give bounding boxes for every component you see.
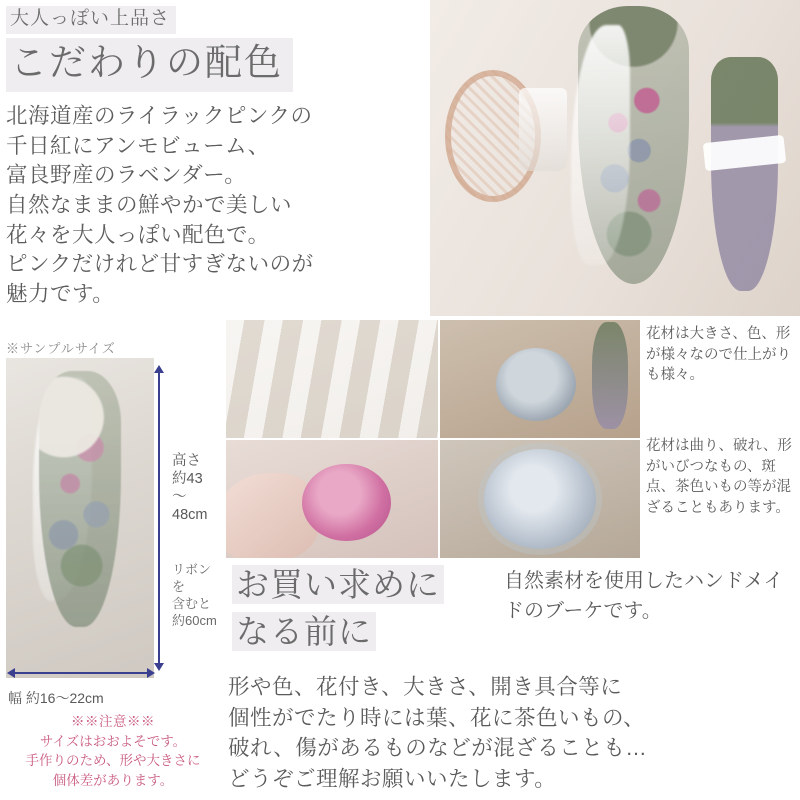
lavender-bundle-object xyxy=(711,57,778,291)
intro-body-line: 千日紅にアンモビューム、 xyxy=(6,133,270,158)
disclaimer-line: 形や色、花付き、大きさ、開き具合等に xyxy=(228,675,623,699)
ribbon-measure-label xyxy=(172,562,238,630)
ribbon-label-line: リボン xyxy=(172,562,212,577)
width-measure-arrow xyxy=(14,672,148,674)
buy-section-headline xyxy=(232,562,500,656)
height-measure-arrow xyxy=(158,372,160,664)
disclaimer-line: どうぞご理解お願いいたします。 xyxy=(228,766,557,791)
lavender-sprig-object xyxy=(592,322,628,428)
globe-thistle-object xyxy=(484,449,596,548)
height-label-line: 〜 xyxy=(172,489,187,506)
height-label-line: 約43 xyxy=(172,471,203,488)
globe-thistle-photo xyxy=(440,440,640,558)
caution-title: ※※注意※※ xyxy=(71,714,155,729)
caution-block xyxy=(0,712,226,790)
height-label-line: 高さ xyxy=(172,453,201,469)
caution-line: 個体差があります。 xyxy=(52,772,174,788)
intro-body-line: 魅力です。 xyxy=(6,281,115,306)
intro-body-line: 富良野産のラベンダー。 xyxy=(6,163,247,188)
material-note-1: 花材は大きさ、色、形が様々なので仕上がりも様々。 xyxy=(646,326,791,384)
sample-bundle-object xyxy=(39,371,122,627)
sample-size-note: ※サンプルサイズ xyxy=(6,341,116,356)
thistle-head-object xyxy=(496,348,576,421)
hand-holding-flower-photo xyxy=(226,440,438,558)
intro-kicker: 大人っぽい上品さ xyxy=(6,6,176,34)
intro-body-line: ピンクだけれど甘すぎないのが xyxy=(6,252,314,277)
disclaimer-paragraph xyxy=(228,672,798,794)
globe-amaranth-object xyxy=(302,464,391,542)
intro-body-line: 北海道産のライラックピンクの xyxy=(6,104,313,128)
handmade-note: 自然素材を使用したハンドメイドのブーケです。 xyxy=(504,570,784,622)
ribbon-label-line: を xyxy=(172,578,186,594)
sample-product-photo xyxy=(6,358,154,678)
intro-body xyxy=(6,102,422,310)
intro-headline: こだわりの配色 xyxy=(6,38,293,92)
intro-body-line: 自然なままの鮮やかで美しい xyxy=(6,192,293,217)
intro-body-line: 花々を大人っぽい配色で。 xyxy=(6,222,270,247)
width-measure-label: 幅 約16〜22cm xyxy=(8,690,104,706)
intro-text-block xyxy=(0,0,430,318)
buy-headline-line2: なる前に xyxy=(232,612,376,651)
caution-line: サイズはおおよそです。 xyxy=(39,733,187,749)
ribbon-label-line: 約60cm xyxy=(172,612,217,628)
glass-jar-object xyxy=(519,88,567,170)
disclaimer-line: 破れ、傷があるものなどが混ざることも… xyxy=(228,736,648,761)
height-label-line: 48cm xyxy=(172,507,208,524)
main-product-photo xyxy=(430,0,800,316)
caution-line: 手作りのため、形や大きさに xyxy=(25,753,201,769)
material-note-2: 花材は曲り、破れ、形がいびつなもの、斑点、茶色いもの等が混ざることもあります。 xyxy=(646,438,792,516)
thistle-lavender-photo xyxy=(440,320,640,438)
linen-fabric-photo xyxy=(226,320,438,438)
disclaimer-line: 個性がでたり時には葉、花に茶色いもの、 xyxy=(228,705,646,730)
buy-headline-line1: お買い求めに xyxy=(232,565,444,604)
fabric-fold-texture xyxy=(226,320,438,438)
ribbon-label-line: 含むと xyxy=(172,595,212,611)
